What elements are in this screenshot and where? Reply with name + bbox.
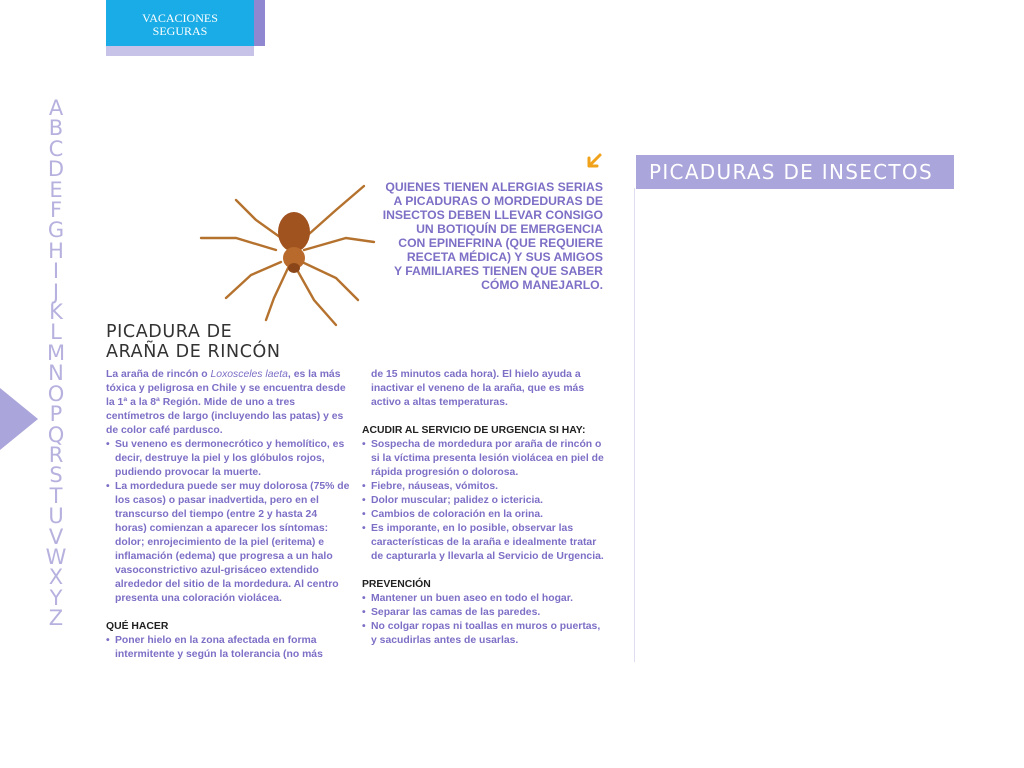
alphabet-letter: X <box>48 565 64 590</box>
alphabet-letter: T <box>49 483 63 508</box>
arrow-down-left-icon <box>585 152 603 170</box>
urgencia-heading: ACUDIR AL SERVICIO DE URGENCIA SI HAY: <box>362 425 586 436</box>
alphabet-letter: N <box>48 361 64 386</box>
alphabet-letter: J <box>52 279 60 304</box>
alphabet-letter: F <box>49 198 63 223</box>
que-hacer-heading: QUÉ HACER <box>106 621 169 632</box>
alphabet-letter: A <box>48 96 64 120</box>
list-item: • Dolor muscular; palidez o ictericia. <box>362 494 606 508</box>
alphabet-letter: G <box>47 218 65 243</box>
article-column-1 <box>106 368 350 662</box>
list-item: • Fiebre, náuseas, vómitos. <box>362 480 606 494</box>
que-hacer-list <box>106 634 350 662</box>
list-item: • Cambios de coloración en la orina. <box>362 508 606 522</box>
alphabet-letter: O <box>47 381 65 406</box>
list-item: • Su veneno es dermonecrótico y hemolítico, es decir, destruye la piel y los glóbulos rojos, pudiendo provocar la muerte. <box>106 438 350 480</box>
category-tag-shadow <box>106 46 254 56</box>
alphabet-letter: C <box>48 136 64 161</box>
alphabet-letter: W <box>45 544 67 569</box>
list-item: • Es imporante, en lo posible, observar las características de la araña e idealmente tratar de capturarla y llevarla al Servicio de Urgencia. <box>362 522 606 564</box>
spider-illustration <box>196 180 376 330</box>
list-item: • Mantener un buen aseo en todo el hogar. <box>362 592 606 606</box>
callout-line: RECETA MÉDICA) Y SUS AMIGOS <box>406 250 603 264</box>
callout-line: CÓMO MANEJARLO. <box>481 278 603 292</box>
callout-line: A PICADURAS O MORDEDURAS DE <box>393 194 603 208</box>
callout-line: CON EPINEFRINA (QUE REQUIERE <box>398 236 603 250</box>
que-hacer-continuation: de 15 minutos cada hora). El hielo ayuda a inactivar el veneno de la araña, que es más activo a altas temperaturas. <box>371 369 585 408</box>
species-name: Loxosceles laeta <box>210 369 288 380</box>
alphabet-index <box>43 98 69 629</box>
alphabet-letter: K <box>49 300 63 325</box>
list-item: • Sospecha de mordedura por araña de rincón o si la víctima presenta lesión violácea en piel de rápida progresión o dolorosa. <box>362 438 606 480</box>
list-item: • La mordedura puede ser muy dolorosa (75% de los casos) o pasar inadvertida, pero en el transcurso del tiempo (entre 2 y hasta 24 horas) comienzan a aparecer los síntomas: dolor; enrojecimiento de la piel (eritema) e inflamación (edema) que progresa a un halo vasoconstrictivo azul-grisáceo extendido alrededor del sitio de la mordedura. Al centro presenta una coloración violácea. <box>106 480 350 606</box>
urgencia-list <box>362 438 606 564</box>
alphabet-letter: M <box>46 340 66 365</box>
alphabet-letter: V <box>48 524 64 549</box>
allergy-callout <box>366 180 603 292</box>
category-tag-line2: SEGURAS <box>152 24 208 38</box>
alphabet-letter: L <box>50 320 62 345</box>
list-item: • Poner hielo en la zona afectada en forma intermitente y según la tolerancia (no más <box>106 634 350 662</box>
article-column-2 <box>362 368 606 648</box>
article-title <box>106 322 281 362</box>
prevencion-list <box>362 592 606 648</box>
alphabet-letter: Z <box>48 606 64 631</box>
callout-line: Y FAMILIARES TIENEN QUE SABER <box>393 264 603 278</box>
column-divider <box>634 188 635 662</box>
callout-line: QUIENES TIENEN ALERGIAS SERIAS <box>385 180 603 194</box>
alphabet-letter: I <box>52 259 60 284</box>
category-tag-line1: VACACIONES <box>142 11 218 25</box>
alphabet-letter: Q <box>47 422 65 447</box>
alphabet-letter: E <box>49 177 63 202</box>
list-item: • No colgar ropas ni toallas en muros o puertas, y sacudirlas antes de usarlas. <box>362 620 606 648</box>
alphabet-letter: D <box>47 157 65 182</box>
callout-line: INSECTOS DEBEN LLEVAR CONSIGO <box>382 208 603 222</box>
alphabet-letter: B <box>48 116 64 141</box>
section-title: PICADURAS DE INSECTOS <box>636 155 954 189</box>
callout-line: UN BOTIQUÍN DE EMERGENCIA <box>416 222 603 236</box>
symptom-list <box>106 438 350 606</box>
alphabet-letter: P <box>49 402 63 427</box>
article-title-line1: PICADURA DE <box>106 322 233 342</box>
category-tag <box>106 0 254 46</box>
alphabet-letter: S <box>49 463 63 488</box>
alphabet-letter: R <box>48 442 64 467</box>
intro-paragraph: La araña de rincón o Loxosceles laeta, es la más tóxica y peligrosa en Chile y se encuentra desde la 1ª a la 8ª Región. Mide de uno a tres centímetros de largo (incluyendo las patas) y es de color café pardusco. <box>106 369 346 436</box>
alphabet-letter: U <box>48 504 64 529</box>
alphabet-letter: Y <box>49 585 63 610</box>
category-tag-side <box>254 0 265 46</box>
article-title-line2: ARAÑA DE RINCÓN <box>106 342 281 362</box>
list-item: • Separar las camas de las paredes. <box>362 606 606 620</box>
page-marker-triangle <box>0 388 38 450</box>
prevencion-heading: PREVENCIÓN <box>362 579 431 590</box>
alphabet-letter: H <box>48 238 64 263</box>
